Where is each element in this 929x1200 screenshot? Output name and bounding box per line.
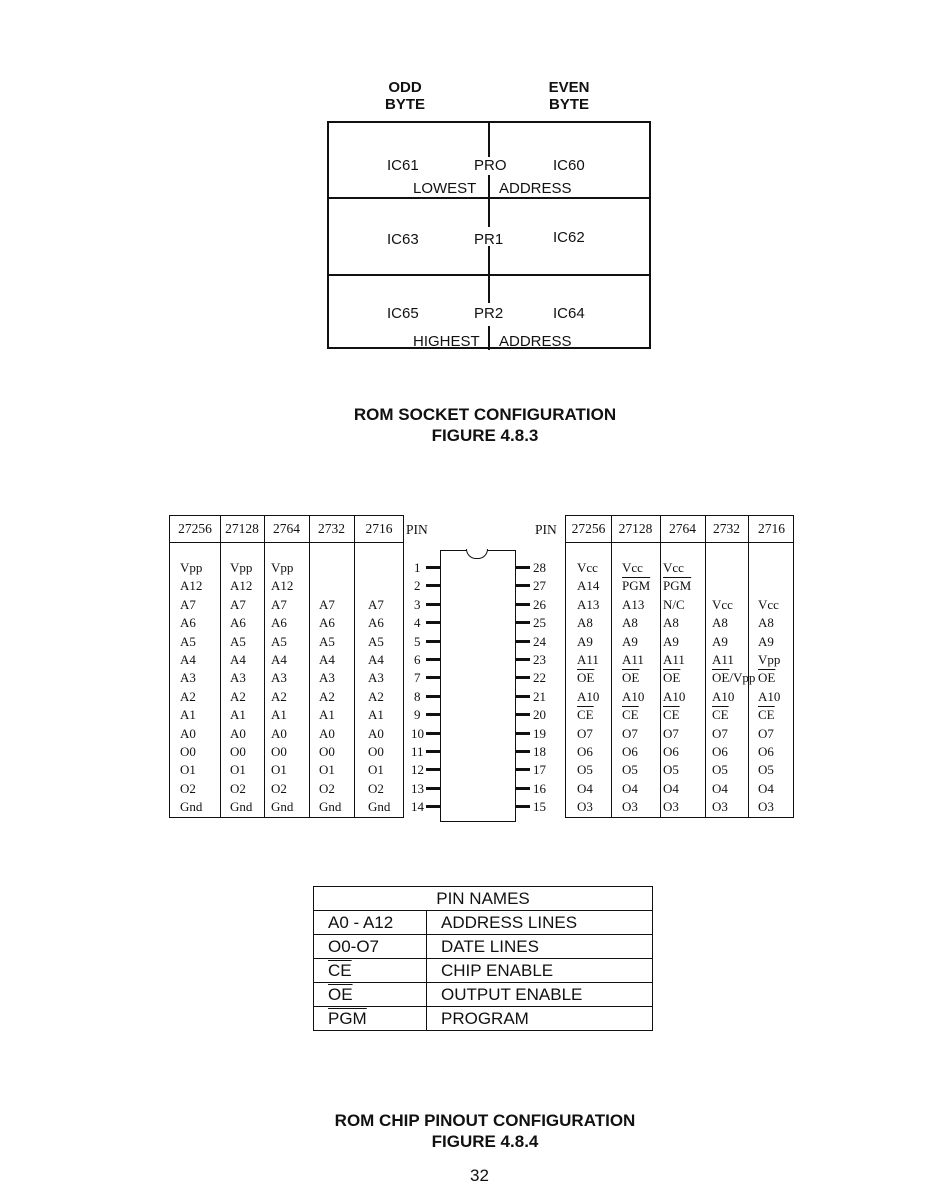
pin-lead: [426, 768, 440, 771]
pin-number-right: 17: [533, 762, 546, 778]
socket-ic-left: IC61: [387, 157, 419, 174]
left-pin-signal: Vpp: [230, 560, 253, 575]
left-column-header: 27256: [178, 521, 212, 536]
left-pin-signal: Gnd: [180, 799, 203, 815]
right-pin-signal: O7: [758, 725, 774, 741]
pin-names-table: [313, 886, 653, 1031]
left-pin-signal: A5: [180, 633, 196, 649]
right-pin-signal: A11: [622, 652, 644, 667]
pin-number-left: 13: [411, 780, 424, 796]
byte-label: BYTE: [548, 96, 589, 113]
pin-lead: [516, 768, 530, 771]
highest-label: HIGHEST: [413, 333, 480, 350]
pin-lead: [516, 584, 530, 587]
left-pin-signal: Gnd: [368, 799, 391, 815]
pin-number-left: 10: [411, 725, 424, 741]
pin-number-right: 23: [533, 652, 546, 667]
caption-title: ROM SOCKET CONFIGURATION: [353, 405, 617, 424]
right-pin-signal: A8: [577, 615, 593, 631]
left-pin-signal: A1: [271, 707, 287, 723]
right-pin-signal: $\overline{PGM}$: [663, 578, 692, 594]
left-pin-signal: Gnd: [319, 799, 342, 815]
left-pin-signal: O0: [271, 744, 287, 759]
right-pin-signal: O3: [622, 799, 638, 815]
right-pin-signal: A9: [758, 633, 774, 649]
left-pin-signal: A2: [180, 688, 196, 704]
pin-lead: [426, 566, 440, 569]
left-pin-signal: A7: [368, 596, 384, 612]
right-pin-signal: A10: [758, 688, 781, 704]
right-pin-signal: A10: [663, 688, 686, 704]
right-pin-signal: A13: [622, 596, 645, 612]
right-pin-signal: O3: [758, 799, 774, 815]
right-pin-signal: A10: [577, 688, 600, 704]
left-pin-signal: O2: [230, 780, 246, 796]
right-pin-signal: O3: [712, 799, 728, 815]
left-pin-signal: A12: [230, 578, 253, 594]
pin-number-right: 24: [533, 633, 546, 649]
right-column-header: 2716: [758, 521, 785, 536]
left-pin-signal: A7: [180, 596, 196, 612]
pin-code: $\overline{OE}$: [314, 983, 427, 1007]
right-pin-signal: Vcc: [758, 596, 779, 612]
right-pin-signal: O6: [712, 744, 728, 759]
left-pin-signal: A3: [368, 670, 384, 686]
pin-number-right: 19: [533, 725, 546, 741]
left-pin-signal: A0: [368, 725, 384, 741]
left-pin-signal: A2: [230, 688, 246, 704]
left-pin-signal: A5: [368, 633, 384, 649]
right-pin-signal: O5: [577, 762, 593, 778]
pin-number-left: 7: [414, 670, 421, 686]
left-pin-signal: A7: [230, 596, 246, 612]
right-pin-signal: A9: [622, 633, 638, 649]
pin-names-row: [314, 959, 653, 983]
right-pin-signal: O6: [663, 744, 679, 759]
pin-lead: [516, 640, 530, 643]
pin-desc: CHIP ENABLE: [427, 959, 653, 983]
left-pin-signal: A2: [368, 688, 384, 704]
right-pin-signal: A8: [663, 615, 679, 631]
left-pin-signal: A5: [319, 633, 335, 649]
pin-lead: [516, 658, 530, 661]
right-column-header: 27128: [618, 521, 653, 536]
right-pin-signal: O7: [712, 725, 728, 741]
left-pin-signal: O0: [368, 744, 384, 759]
left-pin-signal: Gnd: [271, 799, 294, 815]
left-pin-signal: Vpp: [271, 560, 294, 575]
socket-ic-right: IC62: [553, 229, 585, 246]
pin-desc: DATE LINES: [427, 935, 653, 959]
right-pin-signal: O6: [622, 744, 638, 759]
pin-names-header-row: [314, 887, 653, 911]
pin-lead: [426, 713, 440, 716]
socket-pr-label: PR1: [474, 231, 504, 248]
left-pin-signal: O0: [319, 744, 335, 759]
caption-figure: FIGURE 4.8.3: [431, 426, 539, 445]
right-pin-signal: O4: [712, 780, 728, 796]
left-pin-signal: A6: [180, 615, 196, 631]
right-pin-signal: A14: [577, 578, 600, 594]
left-pin-signal: A4: [180, 652, 196, 667]
pin-lead: [516, 603, 530, 606]
pin-lead: [516, 787, 530, 790]
pin-lead: [426, 676, 440, 679]
left-pin-signal: A5: [271, 633, 287, 649]
pin-code: A0 - A12: [314, 911, 427, 935]
pinout-caption: [260, 1110, 710, 1152]
right-pin-signal: A9: [712, 633, 728, 649]
pin-number-left: 3: [414, 596, 421, 612]
caption-title: ROM CHIP PINOUT CONFIGURATION: [334, 1111, 636, 1130]
right-pin-signal: A8: [712, 615, 728, 631]
left-column-header: 2764: [273, 521, 300, 536]
right-pin-signal: A11: [712, 652, 734, 667]
right-pin-signal: O7: [622, 725, 638, 741]
pin-number-left: 8: [414, 688, 421, 704]
left-pin-signal: O2: [368, 780, 384, 796]
pin-lead: [426, 584, 440, 587]
odd-label: ODD: [388, 79, 422, 96]
socket-ic-left: IC63: [387, 231, 419, 248]
right-pin-signal: Vpp: [758, 652, 781, 667]
pin-number-right: 18: [533, 744, 546, 759]
right-pin-signal: Vcc: [577, 560, 598, 575]
right-pin-signal: $\overline{PGM}$: [622, 578, 651, 594]
left-pin-signal: A1: [319, 707, 335, 723]
left-pin-signal: O1: [180, 762, 196, 778]
right-pin-signal: A13: [577, 596, 600, 612]
socket-pr-label: PRO: [474, 157, 507, 174]
right-pin-signal: O3: [577, 799, 593, 815]
socket-ic-left: IC65: [387, 305, 419, 322]
pin-lead: [516, 695, 530, 698]
pin-number-right: 15: [533, 799, 546, 815]
caption-figure: FIGURE 4.8.4: [431, 1132, 539, 1151]
right-column-header: 27256: [571, 521, 606, 536]
left-pin-signal: O1: [271, 762, 287, 778]
right-column-header: 2764: [669, 521, 696, 536]
right-pin-signal: $\overline{OE}$: [663, 670, 681, 686]
pin-code: O0-O7: [314, 935, 427, 959]
right-pin-signal: O4: [622, 780, 638, 796]
pin-lead: [426, 805, 440, 808]
left-pin-signal: A2: [271, 688, 287, 704]
left-pin-signal: A5: [230, 633, 246, 649]
pin-lead: [426, 658, 440, 661]
left-pin-signal: O2: [271, 780, 287, 796]
pin-number-left: 14: [411, 799, 424, 815]
pin-desc: PROGRAM: [427, 1007, 653, 1031]
left-pin-signal: A12: [180, 578, 203, 594]
right-pin-signal: N/C: [663, 596, 685, 612]
socket-ic-right: IC64: [553, 305, 585, 322]
right-pin-signal: O7: [577, 725, 593, 741]
right-pin-signal: $\overline{OE}$: [758, 670, 776, 686]
left-pin-signal: Vpp: [180, 560, 203, 575]
pin-names-row: [314, 935, 653, 959]
right-pin-signal: $\overline{OE}$: [577, 670, 595, 686]
right-pin-signal: O5: [712, 762, 728, 778]
pin-lead: [426, 621, 440, 624]
pin-number-left: 11: [411, 744, 424, 759]
left-pin-signal: O0: [180, 744, 196, 759]
left-pin-signal: O2: [180, 780, 196, 796]
pin-number-left: 4: [414, 615, 421, 631]
left-pin-signal: A3: [271, 670, 287, 686]
pin-number-left: 2: [414, 578, 421, 594]
right-pin-signal: Vcc: [712, 596, 733, 612]
left-pin-signal: A6: [319, 615, 335, 631]
right-pin-signal: O6: [758, 744, 774, 759]
right-pin-signal: A8: [622, 615, 638, 631]
left-pin-signal: A1: [180, 707, 196, 723]
left-pin-signal: A4: [319, 652, 335, 667]
pin-lead: [516, 566, 530, 569]
left-pin-signal: A2: [319, 688, 335, 704]
pin-number-right: 28: [533, 560, 546, 575]
left-pin-signal: A3: [319, 670, 335, 686]
left-pin-label: PIN: [406, 522, 428, 537]
right-pin-signal: O6: [577, 744, 593, 759]
pin-lead: [516, 805, 530, 808]
pin-number-left: 5: [414, 633, 421, 649]
left-pin-signal: A4: [230, 652, 246, 667]
pin-number-right: 16: [533, 780, 546, 796]
right-pin-signal: A10: [712, 688, 735, 704]
page-number: 32: [470, 1166, 489, 1185]
pin-desc: ADDRESS LINES: [427, 911, 653, 935]
right-pin-signal: Vcc: [622, 560, 643, 575]
right-pin-signal: $\overline{CE}$: [712, 707, 729, 723]
right-pin-signal: O4: [577, 780, 593, 796]
left-column-header: 2732: [318, 521, 345, 536]
left-pin-signal: O1: [319, 762, 335, 778]
left-pin-signal: O2: [319, 780, 335, 796]
left-pin-signal: A1: [230, 707, 246, 723]
pin-number-right: 20: [533, 707, 546, 723]
right-pin-signal: O7: [663, 725, 679, 741]
pin-number-left: 1: [414, 560, 421, 575]
pin-lead: [516, 732, 530, 735]
left-pin-signal: A6: [368, 615, 384, 631]
left-pin-signal: A0: [230, 725, 246, 741]
pin-lead: [516, 713, 530, 716]
pin-names-row: [314, 1007, 653, 1031]
right-pin-signal: Vcc: [663, 560, 684, 575]
pin-lead: [426, 603, 440, 606]
address-label: ADDRESS: [499, 180, 572, 197]
pin-code: $\overline{CE}$: [314, 959, 427, 983]
right-pin-label: PIN: [535, 522, 557, 537]
pin-number-right: 27: [533, 578, 546, 594]
lowest-label: LOWEST: [413, 180, 477, 197]
left-column-header: 2716: [365, 521, 393, 536]
right-pin-signal: O4: [758, 780, 774, 796]
left-pin-signal: A0: [319, 725, 335, 741]
right-pin-signal: O3: [663, 799, 679, 815]
left-pin-signal: A7: [319, 596, 335, 612]
left-pin-signal: A12: [271, 578, 294, 594]
left-pin-signal: O0: [230, 744, 246, 759]
even-label: EVEN: [548, 79, 590, 96]
pin-lead: [516, 750, 530, 753]
right-pin-signal: O5: [622, 762, 638, 778]
right-pin-signal: $\overline{CE}$: [622, 707, 639, 723]
pin-lead: [516, 676, 530, 679]
left-pin-signal: A7: [271, 596, 287, 612]
right-pin-signal: $\overline{CE}$: [758, 707, 775, 723]
socket-pr-label: PR2: [474, 305, 504, 322]
pin-number-left: 9: [414, 707, 421, 723]
pin-number-right: 25: [533, 615, 546, 631]
left-pin-signal: A3: [230, 670, 246, 686]
right-pin-signal: A11: [663, 652, 685, 667]
pin-number-right: 26: [533, 596, 546, 612]
address-label: ADDRESS: [499, 333, 572, 350]
right-pin-signal: O5: [758, 762, 774, 778]
pin-number-left: 6: [414, 652, 421, 667]
left-pin-signal: O1: [230, 762, 246, 778]
pin-desc: OUTPUT ENABLE: [427, 983, 653, 1007]
left-column-header: 27128: [225, 521, 259, 536]
right-pin-signal: A8: [758, 615, 774, 631]
left-pin-signal: A4: [368, 652, 384, 667]
pin-names-row: [314, 911, 653, 935]
socket-ic-right: IC60: [553, 157, 585, 174]
left-pin-signal: A3: [180, 670, 196, 686]
pin-number-right: 22: [533, 670, 546, 686]
left-pin-signal: A4: [271, 652, 287, 667]
right-pin-signal: O5: [663, 762, 679, 778]
right-pin-signal: $\overline{OE}$: [622, 670, 640, 686]
pin-names-row: [314, 983, 653, 1007]
pin-lead: [426, 695, 440, 698]
pin-lead: [426, 732, 440, 735]
right-pin-signal: O4: [663, 780, 679, 796]
left-pin-signal: A0: [271, 725, 287, 741]
pin-lead: [516, 621, 530, 624]
right-pin-signal: A9: [663, 633, 679, 649]
left-pin-signal: O1: [368, 762, 384, 778]
left-pin-signal: A6: [230, 615, 246, 631]
right-pin-signal: A11: [577, 652, 599, 667]
pin-lead: [426, 640, 440, 643]
right-pin-signal: A9: [577, 633, 593, 649]
pin-names-title: PIN NAMES: [314, 887, 653, 911]
right-column-header: 2732: [713, 521, 740, 536]
left-pin-signal: A1: [368, 707, 384, 723]
right-pin-signal: $\overline{CE}$: [577, 707, 594, 723]
left-pin-signal: Gnd: [230, 799, 253, 815]
right-pin-signal: $\overline{CE}$: [663, 707, 680, 723]
pin-number-right: 21: [533, 688, 546, 704]
left-pin-signal: A0: [180, 725, 196, 741]
pin-number-left: 12: [411, 762, 424, 778]
right-pin-signal: A10: [622, 688, 645, 704]
right-pin-signal: $\overline{OE}$/Vpp: [712, 670, 756, 686]
pin-code: $\overline{PGM}$: [314, 1007, 427, 1031]
pin-lead: [426, 787, 440, 790]
pin-lead: [426, 750, 440, 753]
left-pin-signal: A6: [271, 615, 287, 631]
byte-label: BYTE: [384, 96, 425, 113]
